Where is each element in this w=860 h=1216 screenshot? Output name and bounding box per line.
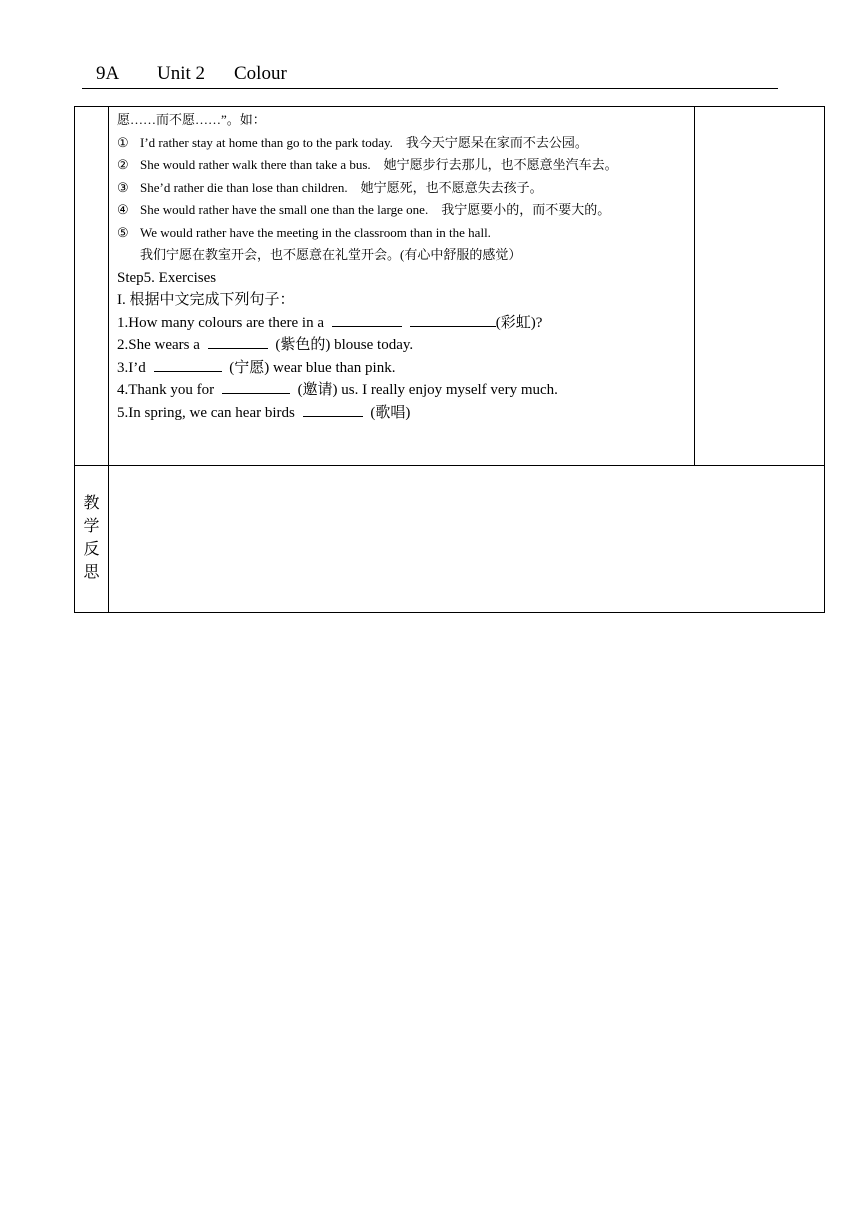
exercise-text: (彩虹)? <box>495 314 543 331</box>
exercise-text: 2.She wears a <box>117 337 200 353</box>
page-header <box>82 62 778 89</box>
exercise-3 <box>117 357 688 380</box>
example-number: ② <box>117 157 129 172</box>
example-text: She’d rather die than lose than children. 她宁愿死，也不愿意失去孩子。 <box>140 179 543 195</box>
exercise-1 <box>117 312 688 335</box>
answer-blank <box>303 402 363 417</box>
example-text: I’d rather stay at home than go to the park today. 我今天宁愿呆在家而不去公园。 <box>140 134 588 150</box>
exercise-text: (宁愿) wear blue than pink. <box>229 359 396 376</box>
notes-cell <box>695 107 825 466</box>
reflection-char: 学 <box>83 518 100 535</box>
answer-blank <box>222 379 290 394</box>
main-cell <box>109 107 695 466</box>
reflection-label-cell <box>75 466 109 613</box>
answer-blank <box>154 357 222 372</box>
example-text: We would rather have the meeting in the classroom than in the hall. <box>140 224 491 240</box>
exercise-text: (歌唱) <box>370 404 411 421</box>
answer-blank <box>208 334 268 349</box>
example-2 <box>117 154 688 177</box>
header-unit: Unit 2 <box>157 63 206 84</box>
example-number: ① <box>117 134 129 150</box>
example-text: She would rather have the small one than the large one. 我宁愿要小的，而不要大的。 <box>140 202 611 217</box>
example-5-translation: 我们宁愿在教室开会，也不愿意在礼堂开会。(有心中舒服的感觉） <box>140 247 522 262</box>
exercise-4 <box>117 379 688 402</box>
section-heading: I. 根据中文完成下列句子： <box>117 292 295 308</box>
example-3 <box>117 177 688 200</box>
exercise-text: (邀请) us. I really enjoy myself very much. <box>297 382 558 398</box>
example-number: ⑤ <box>117 224 129 240</box>
answer-blank <box>410 312 496 327</box>
answer-blank <box>332 312 402 327</box>
header-grade: 9A <box>96 63 120 84</box>
left-cell <box>75 107 109 466</box>
exercise-text: 5.In spring, we can hear birds <box>117 404 295 421</box>
header-title: Colour <box>234 63 287 84</box>
example-number: ④ <box>117 202 129 217</box>
reflection-row <box>75 466 825 613</box>
intro-line: 愿……而不愿……”。如： <box>117 112 266 127</box>
exercise-5 <box>117 402 688 425</box>
exercise-text: 1.How many colours are there in a <box>117 314 325 331</box>
example-text: She would rather walk there than take a bus. 她宁愿步行去那儿，也不愿意坐汽车去。 <box>140 157 618 172</box>
example-4 <box>117 199 688 222</box>
reflection-char: 反 <box>83 541 100 558</box>
reflection-content-cell <box>109 466 825 613</box>
reflection-char: 教 <box>83 495 100 512</box>
exercise-2 <box>117 334 688 357</box>
reflection-char: 思 <box>83 564 100 581</box>
reflection-label <box>75 466 108 584</box>
lesson-table <box>74 106 825 613</box>
content-row <box>75 107 825 466</box>
exercise-text: 3.I’d <box>117 359 146 376</box>
example-1 <box>117 132 688 155</box>
step-heading: Step5. Exercises <box>117 269 217 286</box>
exercise-text: 4.Thank you for <box>117 382 215 398</box>
example-5 <box>117 222 688 245</box>
example-number: ③ <box>117 179 129 195</box>
exercise-text: (紫色的) blouse today. <box>275 337 414 353</box>
